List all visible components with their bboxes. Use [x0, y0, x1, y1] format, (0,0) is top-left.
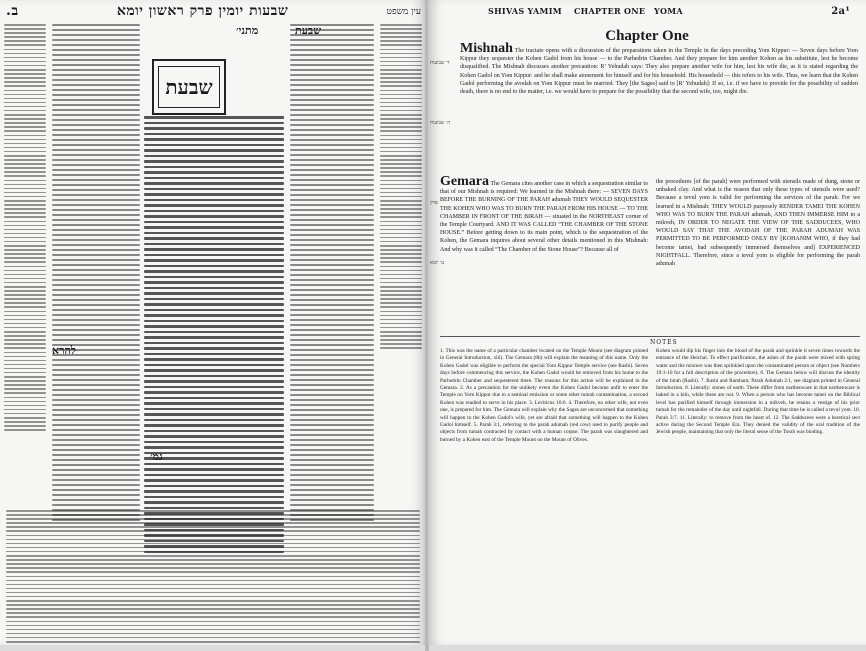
- hebrew-corner-label: עין משפט: [386, 6, 421, 17]
- notes-column-right: [656, 348, 860, 437]
- notes-col2-text: Kohen would dip his finger into the blood of the parah and sprinkle it seven times towards the entrance of the Heichal. To effect purification, the ashes of the parah were mixed with spring water and the mixture was then sprinkled upon the contaminated person or object (see Numbers 19:1-10 for a full description of the procedure). 6. The Gemara below will discuss the identity of the birah (Rashi). 7. Rashi and Rambam; Parah Adumah 2:1, see diagram printed in General Introduction. 8. Literally: stones of earth. These differ from earthenware in that earthenware is baked in a kiln, while these are not. 9. When a person who has become tamei on the Biblical level has purified himself through immersion in a mikveh, he retains a vestige of his prior tumah for the remainder of the day until nightfall. During that time he is called a tevul yom. 10. Parah 3:7. 11. Literally: to remove from the heart of. 12. The Sadducees were a heretical sect active during the Second Temple Era. They denied the validity of the oral tradition of the Jewish people, maintaining that only the literal sense of the Torah was binding.: [656, 348, 860, 436]
- gemara-col1-text: The Gemara cites another case in which a sequestration similar to that of our Mishnah is required: We learned in the Mishnah there: — SEVEN DAYS BEFORE THE BURNING OF THE PARAH adumah THEY WOULD SEQUESTER THE KOHEN WHO WAS TO BURN THE PARAH FROM HIS HOUSE — TO THE CHAMBER IN FRONT OF THE BIRAH — situated in the NORTHEAST corner of the Temple Courtyard. AND IT WAS CALLED “THE CHAMBER OF THE STONE HOUSE.” Before getting down to its main point, which is the sequestration of the Kohen, the Gemara inquires about several other details mentioned in this Mishnah: And why was it called “The Chamber of the Stone House”? Because all of: [440, 181, 648, 253]
- gemara-col2-text: the procedures [of the parah] were performed with utensils made of dung, stone or unbaked clay. And what is the reason that only these types of utensils were used? Because a tevul yom is valid for performing the services of the parah. For we learned in a Mishnah: THEY WOULD purposely RENDER TAMEI THE KOHEN WHO WAS TO BURN THE PARAH adumah, AND THEN IMMERSE HIM in a mikveh, IN ORDER TO NEGATE THE VIEW OF THE SADDUCEES, WHO WOULD SAY THAT THE AVODAH OF THE PARAH ADUMAH WAS PERMITTED TO BE PERFORMED ONLY BY [KOHANIM WHO, if they had become tamei, had subsequently immersed themselves and] EXPERIENCED NIGHTFALL. Therefore, since a tevul yom is eligible for performing the parah adumah: [656, 179, 860, 268]
- mishnah-body: — Seven days before Yom Kippur they sequester the Kohen Gadol from his house — to the Parhedrin Chamber. And they prepare for him another Kohen as his substitute, lest he become disqualified.: [460, 48, 858, 71]
- notes-col1-text: 1. This was the name of a particular chamber located on the Temple Mount (see diagram printed in General Introduction, xlii). The Gemara (8b) will explain the meaning of this name. Only the Kohen Gadol was eligible to perform the special Yom Kippur Temple service (see Rashi). Seven days before commencing this service, the Kohen Gadol would be removed from his home to the Parhedrin Chamber and sequestered there. The reasons for this action will be explained in the Gemara. 2. As a precaution for the unlikely event the Kohen Gadol become unfit to enter the Temple on Yom Kippur due to a seminal emission or some other tumah contamination, a second Kohen was readied to serve in his place. 3. Leviticus 16:6. 4. Therefore, no other wife, not even one, is prepared for him. The Gemara will explain why the Sages are unconcerned that something will happen to the Kohen Gadol's wife, yet are afraid that something will happen to the Kohen Gadol himself. 5. Parah 3:1, referring to the parah adumah (red cow) used to purify people and objects from tumah contracted by contact with a human corpse. The parah was slaughtered and burned by a Kohen east of the Temple Mount on the Mount of Olives.: [440, 348, 648, 443]
- margin-note-3: פרק: [430, 200, 438, 206]
- gemara-main-text-upper: [144, 116, 284, 556]
- english-page: [428, 0, 866, 645]
- margin-note-2: ה׳ שבועות: [430, 120, 451, 126]
- gemara-column-left: [440, 174, 648, 254]
- bottom-commentary: [6, 510, 420, 645]
- header-book: YOMA: [654, 6, 683, 16]
- margin-note-4: ט׳ יומא: [430, 260, 445, 266]
- notes-divider: [440, 336, 860, 337]
- right-margin-references: [380, 24, 422, 352]
- margin-note-1: ד׳ שבועות: [430, 60, 450, 66]
- chapter-opening-word-box: [152, 59, 226, 115]
- notes-column-left: [440, 348, 648, 444]
- mishnah-intro: The tractate opens with a discussion of the preparations taken in the Temple in the days preceding Yom Kippur:: [514, 48, 791, 54]
- heb-lead-word-4: שבעת: [295, 24, 322, 37]
- header-folio: 2a¹: [831, 6, 850, 17]
- heb-lead-word-1: מתני׳: [236, 24, 259, 37]
- left-margin-commentary: [4, 24, 46, 433]
- header-chapter: CHAPTER ONE: [574, 6, 646, 16]
- gemara-column-right: [656, 178, 860, 268]
- english-page-header: [448, 6, 854, 18]
- mishnah-label: Mishnah: [460, 41, 513, 56]
- hebrew-running-title: שבעות יומין פרק ראשון יומא: [116, 2, 289, 19]
- chapter-title: Chapter One: [605, 28, 689, 44]
- hebrew-folio-number: ב.: [6, 2, 19, 19]
- hebrew-page: [0, 0, 427, 645]
- mishnah-section: [460, 41, 858, 96]
- tosafos-column: [52, 24, 140, 524]
- header-tractate: SHIVAS YAMIM: [488, 6, 562, 16]
- heb-lead-word-2: גמ׳: [150, 450, 163, 463]
- hebrew-page-header: [6, 2, 421, 20]
- chapter-opening-word: שבעת: [158, 66, 220, 108]
- mishnah-body-2: The Mishnah discusses another precaution: R’ Yehudah says: They also prepare another wife for him, lest his wife die, as it is stated regarding the Kohen Gadol on Yom Kippur: and he shall make atonement for himself and for his household. His household — this refers to his wife. Thus, we learn that the Kohen Gadol performing the avodah on Yom Kippur must be married. They [the Sages] said to [R’ Yehudah]: If so, i.e. if we have to provide for the possibility of sudden death, there is no end to the matter, i.e. we would have to prepare for the possibility that the second wife, too, might die.: [460, 64, 858, 96]
- notes-heading: NOTES: [650, 339, 678, 346]
- gemara-label: Gemara: [440, 174, 489, 189]
- heb-lead-word-3: להרא: [52, 344, 76, 357]
- rashi-column: [290, 24, 374, 524]
